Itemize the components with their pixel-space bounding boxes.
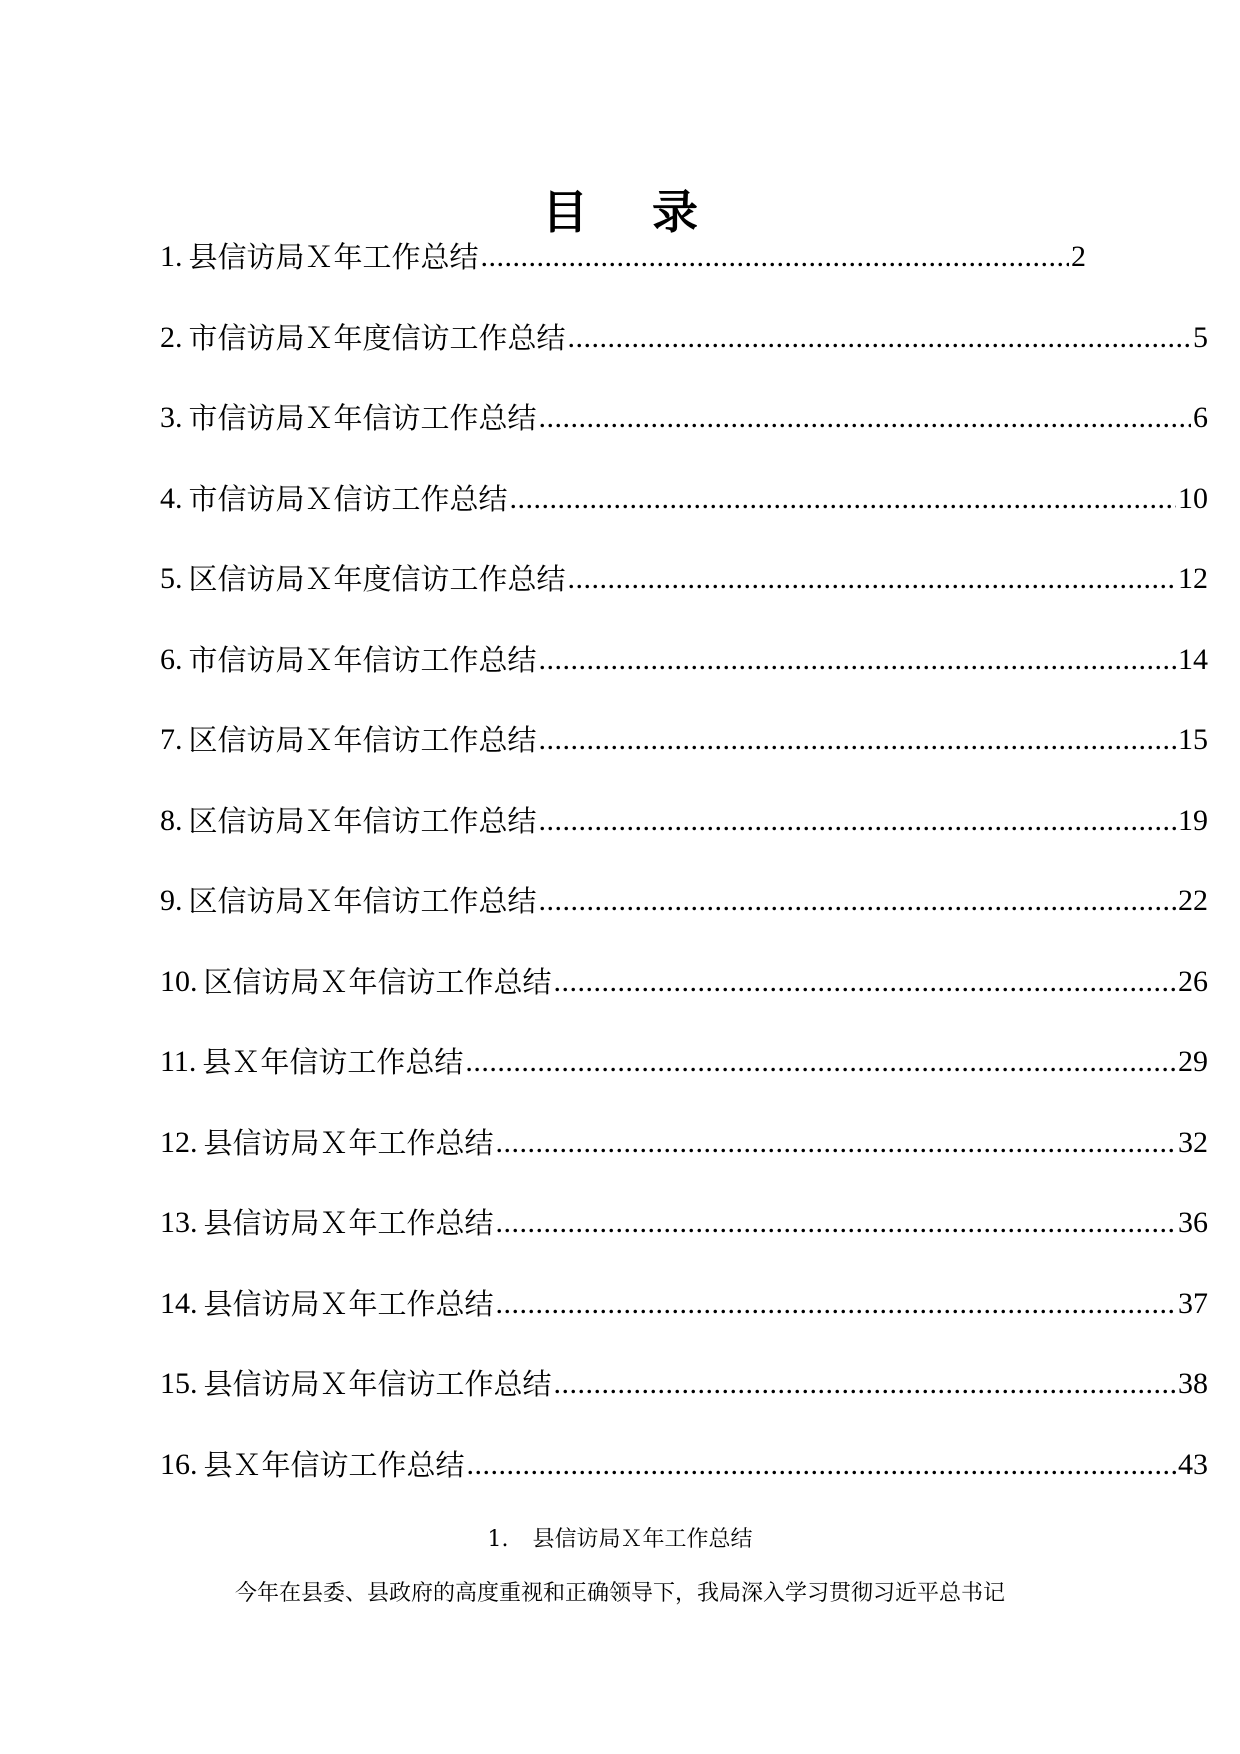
section-body-text: 今年在县委、县政府的高度重视和正确领导下，我局深入学习贯彻习近平总书记 bbox=[234, 1581, 1005, 1606]
toc-entry[interactable] bbox=[160, 559, 1208, 640]
toc-entry-number: 8. bbox=[160, 803, 183, 837]
toc-entry-page: 6 bbox=[1193, 401, 1208, 434]
toc-entry-page: 32 bbox=[1178, 1125, 1208, 1159]
toc-entry-title: 市信访局Ｘ年信访工作总结 bbox=[188, 642, 537, 677]
toc-entry-page: 38 bbox=[1178, 1367, 1208, 1400]
toc-entry-title: 县信访局Ｘ年工作总结 bbox=[188, 240, 479, 274]
section-heading bbox=[0, 1525, 1240, 1555]
toc-entry-page: 5 bbox=[1193, 320, 1208, 354]
toc-entry-number: 5. bbox=[160, 562, 183, 595]
toc-entry-page: 12 bbox=[1178, 562, 1208, 595]
toc-entry-title: 县Ｘ年信访工作总结 bbox=[202, 1045, 464, 1079]
toc-entry[interactable] bbox=[160, 720, 1208, 801]
toc-entry-page: 19 bbox=[1178, 803, 1208, 837]
toc-entry-number: 14. bbox=[160, 1286, 198, 1320]
toc-entry-title: 县Ｘ年信访工作总结 bbox=[203, 1447, 465, 1482]
toc-dot-leader bbox=[465, 1042, 1176, 1082]
toc-dot-leader bbox=[467, 1445, 1176, 1485]
toc-entry-title: 区信访局Ｘ年信访工作总结 bbox=[188, 884, 537, 918]
toc-entry-number: 6. bbox=[160, 642, 183, 676]
toc-entry-title: 市信访局Ｘ年信访工作总结 bbox=[188, 401, 537, 435]
toc-entry-title: 县信访局Ｘ年工作总结 bbox=[203, 1286, 494, 1321]
toc-entry[interactable] bbox=[160, 1284, 1208, 1365]
toc-entry[interactable] bbox=[160, 1042, 1208, 1123]
toc-entry-title: 市信访局Ｘ年度信访工作总结 bbox=[188, 320, 566, 355]
toc-entry[interactable] bbox=[160, 962, 1208, 1043]
toc-dot-leader bbox=[510, 479, 1176, 519]
toc-dot-leader bbox=[539, 881, 1176, 921]
section-number: 1. bbox=[487, 1527, 509, 1552]
toc-entry[interactable] bbox=[160, 640, 1208, 721]
toc-entry[interactable] bbox=[160, 881, 1208, 962]
toc-entry-title: 区信访局Ｘ年度信访工作总结 bbox=[188, 562, 566, 596]
toc-dot-leader bbox=[539, 640, 1176, 680]
toc-entry-page: 10 bbox=[1178, 481, 1208, 515]
toc-entry-page: 36 bbox=[1178, 1206, 1208, 1239]
toc-entry[interactable] bbox=[160, 1364, 1208, 1445]
toc-entry[interactable] bbox=[160, 479, 1208, 560]
toc-title: 目 录 bbox=[541, 184, 722, 239]
toc-entry-page: 14 bbox=[1178, 642, 1208, 676]
toc-entry-title: 县信访局Ｘ年信访工作总结 bbox=[203, 1367, 552, 1401]
toc-dot-leader bbox=[496, 1203, 1176, 1243]
toc-entry-page: 26 bbox=[1178, 964, 1208, 998]
toc-entry-title: 市信访局Ｘ信访工作总结 bbox=[188, 481, 508, 516]
toc-dot-leader bbox=[481, 237, 1069, 277]
toc-dot-leader bbox=[496, 1123, 1176, 1163]
toc-entry-number: 3. bbox=[160, 401, 183, 434]
toc-entry-number: 1. bbox=[160, 240, 183, 273]
toc-entry-number: 15. bbox=[160, 1367, 198, 1400]
toc-dot-leader bbox=[539, 398, 1191, 438]
toc-entry[interactable] bbox=[160, 1445, 1208, 1526]
toc-dot-leader bbox=[568, 559, 1176, 599]
section-title: 县信访局Ｘ年工作总结 bbox=[532, 1527, 753, 1552]
toc-entry[interactable] bbox=[160, 398, 1208, 479]
toc-entry-page: 37 bbox=[1178, 1286, 1208, 1320]
toc-entry-page: 43 bbox=[1178, 1447, 1208, 1481]
table-of-contents bbox=[160, 237, 1208, 1525]
toc-entry-number: 10. bbox=[160, 964, 198, 998]
toc-entry-title: 区信访局Ｘ年信访工作总结 bbox=[188, 803, 537, 838]
toc-entry[interactable] bbox=[160, 1123, 1208, 1204]
toc-entry-number: 16. bbox=[160, 1447, 198, 1481]
toc-entry-number: 12. bbox=[160, 1125, 198, 1159]
toc-entry[interactable] bbox=[160, 801, 1208, 882]
toc-entry[interactable] bbox=[160, 1203, 1208, 1284]
toc-entry-page: 29 bbox=[1178, 1045, 1208, 1078]
toc-entry-title: 县信访局Ｘ年工作总结 bbox=[203, 1206, 494, 1240]
toc-dot-leader bbox=[554, 1364, 1176, 1404]
toc-dot-leader bbox=[496, 1284, 1176, 1324]
toc-entry-number: 11. bbox=[160, 1045, 197, 1078]
toc-dot-leader bbox=[568, 318, 1191, 358]
toc-entry-title: 区信访局Ｘ年信访工作总结 bbox=[188, 723, 537, 757]
toc-entry[interactable] bbox=[160, 237, 1086, 318]
toc-entry-number: 9. bbox=[160, 884, 183, 917]
toc-entry-page: 22 bbox=[1178, 884, 1208, 917]
toc-entry-number: 2. bbox=[160, 320, 183, 354]
toc-dot-leader bbox=[554, 962, 1176, 1002]
toc-dot-leader bbox=[539, 801, 1176, 841]
toc-dot-leader bbox=[539, 720, 1176, 760]
toc-entry-title: 区信访局Ｘ年信访工作总结 bbox=[203, 964, 552, 999]
toc-entry-number: 4. bbox=[160, 481, 183, 515]
toc-entry-number: 7. bbox=[160, 723, 183, 756]
toc-entry-page: 2 bbox=[1071, 240, 1086, 273]
toc-entry-page: 15 bbox=[1178, 723, 1208, 756]
toc-entry[interactable] bbox=[160, 318, 1208, 399]
toc-entry-title: 县信访局Ｘ年工作总结 bbox=[203, 1125, 494, 1160]
toc-entry-number: 13. bbox=[160, 1206, 198, 1239]
